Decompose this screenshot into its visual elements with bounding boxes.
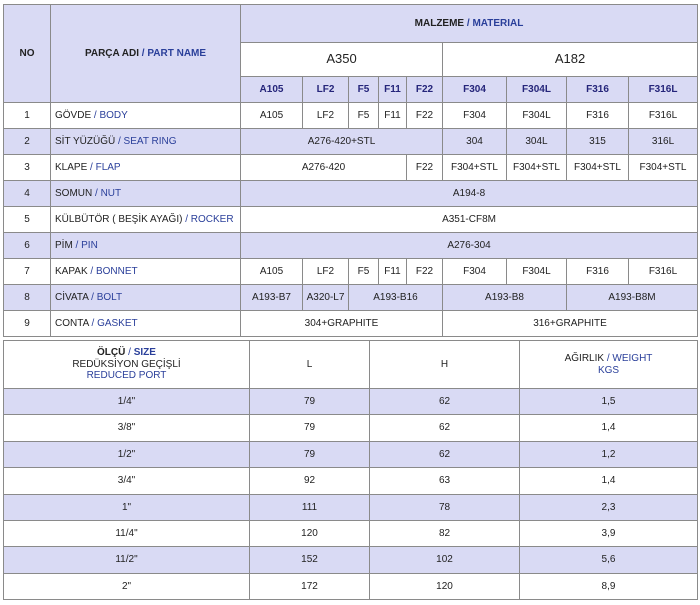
size-cell: 3/8"	[4, 415, 250, 441]
weight-header-en: WEIGHT	[612, 353, 653, 364]
reduced-port-en: REDUCED PORT	[86, 370, 167, 382]
weight-cell: 1,4	[520, 415, 698, 441]
material-cell: A105	[241, 103, 303, 129]
weight-cell: 5,6	[520, 547, 698, 573]
size-header-tr: ÖLÇÜ	[97, 347, 126, 359]
material-cell: F316	[567, 103, 629, 129]
weight-unit: KGS	[597, 364, 620, 376]
size-cell: 1"	[4, 494, 250, 520]
part-name-cell	[51, 103, 241, 129]
grade-header: F11	[379, 77, 407, 103]
part-name-tr: CONTA	[55, 317, 89, 329]
row-no: 7	[4, 259, 51, 285]
reduced-port-tr: REDÜKSİYON GEÇİŞLİ	[72, 358, 181, 370]
table-row	[4, 285, 698, 311]
l-cell: 120	[250, 520, 370, 546]
part-name-sep: /	[88, 291, 97, 303]
material-cell: A351-CF8M	[241, 207, 698, 233]
material-cell: A194-8	[241, 181, 698, 207]
weight-header-line1	[520, 353, 697, 365]
size-cell: 11/4"	[4, 520, 250, 546]
grade-header: F304	[443, 77, 507, 103]
material-cell: F304+STL	[567, 155, 629, 181]
material-cell: F304+STL	[443, 155, 507, 181]
no-header: NO	[4, 5, 51, 103]
material-cell: F304+STL	[507, 155, 567, 181]
part-name-en: ROCKER	[190, 213, 234, 225]
material-cell: F316L	[629, 259, 698, 285]
part-name-cell	[51, 285, 241, 311]
size-cell: 11/2"	[4, 547, 250, 573]
l-cell: 79	[250, 389, 370, 415]
table-row	[4, 103, 698, 129]
material-cell: LF2	[303, 103, 349, 129]
table-row	[4, 389, 698, 415]
l-cell: 79	[250, 441, 370, 467]
row-no: 8	[4, 285, 51, 311]
size-cell: 1/2"	[4, 441, 250, 467]
part-name-tr: KÜLBÜTÖR ( BEŞİK AYAĞI)	[55, 213, 183, 225]
table-row	[4, 311, 698, 337]
material-cell: F316	[567, 259, 629, 285]
part-name-cell	[51, 155, 241, 181]
h-cell: 82	[370, 520, 520, 546]
material-cell: 304L	[507, 129, 567, 155]
material-cell: F22	[407, 155, 443, 181]
l-header: L	[250, 341, 370, 389]
table-row	[4, 468, 698, 494]
material-table	[3, 4, 698, 337]
size-table	[3, 340, 698, 600]
material-cell: A320-L7	[303, 285, 349, 311]
table-row	[4, 547, 698, 573]
table-row	[4, 207, 698, 233]
material-cell: A193-B16	[349, 285, 443, 311]
part-name-header	[51, 5, 241, 103]
part-name-tr: SOMUN	[55, 187, 93, 199]
size-cell: 2"	[4, 573, 250, 599]
row-no: 2	[4, 129, 51, 155]
weight-header-tr: AĞIRLIK	[564, 353, 605, 364]
part-name-tr: GÖVDE	[55, 109, 92, 121]
part-name-tr: KAPAK	[55, 265, 88, 277]
grade-header: F316L	[629, 77, 698, 103]
table-row	[4, 129, 698, 155]
grade-header: F5	[349, 77, 379, 103]
part-name-tr: PİM	[55, 239, 73, 251]
part-name-sep: /	[87, 161, 96, 173]
material-cell: F22	[407, 103, 443, 129]
material-cell: F304L	[507, 103, 567, 129]
h-cell: 63	[370, 468, 520, 494]
group-a350-header: A350	[241, 43, 443, 77]
h-cell: 102	[370, 547, 520, 573]
material-cell: F11	[379, 259, 407, 285]
table-row	[4, 573, 698, 599]
part-name-en: BODY	[99, 109, 128, 121]
part-name-en: PIN	[81, 239, 98, 251]
part-name-sep: /	[92, 187, 101, 199]
h-cell: 62	[370, 415, 520, 441]
material-cell: F304	[443, 103, 507, 129]
h-cell: 62	[370, 441, 520, 467]
part-name-sep: /	[88, 317, 98, 329]
row-no: 9	[4, 311, 51, 337]
part-name-sep: /	[87, 265, 96, 277]
part-name-en: FLAP	[95, 161, 121, 173]
table-row	[4, 181, 698, 207]
size-header	[4, 341, 250, 389]
table-row	[4, 155, 698, 181]
row-no: 6	[4, 233, 51, 259]
group-a182-header: A182	[443, 43, 698, 77]
weight-cell: 1,2	[520, 441, 698, 467]
grade-header: A105	[241, 77, 303, 103]
l-cell: 152	[250, 547, 370, 573]
l-cell: 111	[250, 494, 370, 520]
material-cell: A193-B7	[241, 285, 303, 311]
table-row	[4, 233, 698, 259]
weight-cell: 2,3	[520, 494, 698, 520]
grade-header: LF2	[303, 77, 349, 103]
material-cell: A193-B8M	[567, 285, 698, 311]
part-name-cell	[51, 259, 241, 285]
part-name-tr: SİT YÜZÜĞÜ	[55, 135, 116, 147]
material-cell: F316L	[629, 103, 698, 129]
material-cell: 315	[567, 129, 629, 155]
material-header	[241, 5, 698, 43]
table-row	[4, 415, 698, 441]
weight-header	[520, 341, 698, 389]
weight-cell: 8,9	[520, 573, 698, 599]
part-name-cell	[51, 311, 241, 337]
part-name-cell	[51, 181, 241, 207]
l-cell: 172	[250, 573, 370, 599]
material-cell: A193-B8	[443, 285, 567, 311]
part-name-header-sep: /	[139, 47, 148, 59]
weight-cell: 1,5	[520, 389, 698, 415]
material-header-en: MATERIAL	[472, 17, 524, 29]
grade-header: F316	[567, 77, 629, 103]
part-name-cell	[51, 129, 241, 155]
part-name-tr: KLAPE	[55, 161, 88, 173]
material-cell: 316+GRAPHITE	[443, 311, 698, 337]
part-name-sep: /	[72, 239, 82, 251]
material-cell: F304+STL	[629, 155, 698, 181]
weight-cell: 1,4	[520, 468, 698, 494]
row-no: 5	[4, 207, 51, 233]
h-cell: 62	[370, 389, 520, 415]
material-cell: F22	[407, 259, 443, 285]
part-name-cell	[51, 207, 241, 233]
weight-header-sep: /	[604, 353, 613, 364]
material-cell: A276-420+STL	[241, 129, 443, 155]
material-cell: F11	[379, 103, 407, 129]
table-row	[4, 520, 698, 546]
size-header-en: SIZE	[133, 347, 156, 359]
material-cell: F304L	[507, 259, 567, 285]
part-name-sep: /	[182, 213, 191, 225]
part-name-tr: CİVATA	[55, 291, 89, 303]
part-name-en: BOLT	[96, 291, 123, 303]
part-name-sep: /	[115, 135, 124, 147]
material-cell: 304	[443, 129, 507, 155]
row-no: 4	[4, 181, 51, 207]
material-cell: 304+GRAPHITE	[241, 311, 443, 337]
grade-header: F304L	[507, 77, 567, 103]
part-name-sep: /	[91, 109, 100, 121]
h-header: H	[370, 341, 520, 389]
grade-header: F22	[407, 77, 443, 103]
h-cell: 78	[370, 494, 520, 520]
table-row	[4, 441, 698, 467]
weight-cell: 3,9	[520, 520, 698, 546]
table-row	[4, 494, 698, 520]
row-no: 1	[4, 103, 51, 129]
l-cell: 79	[250, 415, 370, 441]
material-cell: 316L	[629, 129, 698, 155]
row-no: 3	[4, 155, 51, 181]
material-cell: F5	[349, 103, 379, 129]
size-header-line1	[4, 347, 249, 359]
material-cell: A276-420	[241, 155, 407, 181]
part-name-header-tr: PARÇA ADI	[84, 47, 140, 59]
part-name-header-en: PART NAME	[147, 47, 207, 59]
part-name-cell	[51, 233, 241, 259]
part-name-en: GASKET	[97, 317, 138, 329]
h-cell: 120	[370, 573, 520, 599]
material-header-tr: MALZEME	[414, 17, 465, 29]
part-name-en: SEAT RING	[123, 135, 177, 147]
material-cell: LF2	[303, 259, 349, 285]
material-cell: A105	[241, 259, 303, 285]
size-cell: 3/4"	[4, 468, 250, 494]
material-cell: F5	[349, 259, 379, 285]
material-cell: A276-304	[241, 233, 698, 259]
table-row	[4, 259, 698, 285]
part-name-en: NUT	[100, 187, 122, 199]
part-name-en: BONNET	[95, 265, 138, 277]
size-cell: 1/4"	[4, 389, 250, 415]
material-header-sep: /	[464, 17, 473, 29]
size-header-sep: /	[125, 347, 134, 359]
l-cell: 92	[250, 468, 370, 494]
material-cell: F304	[443, 259, 507, 285]
